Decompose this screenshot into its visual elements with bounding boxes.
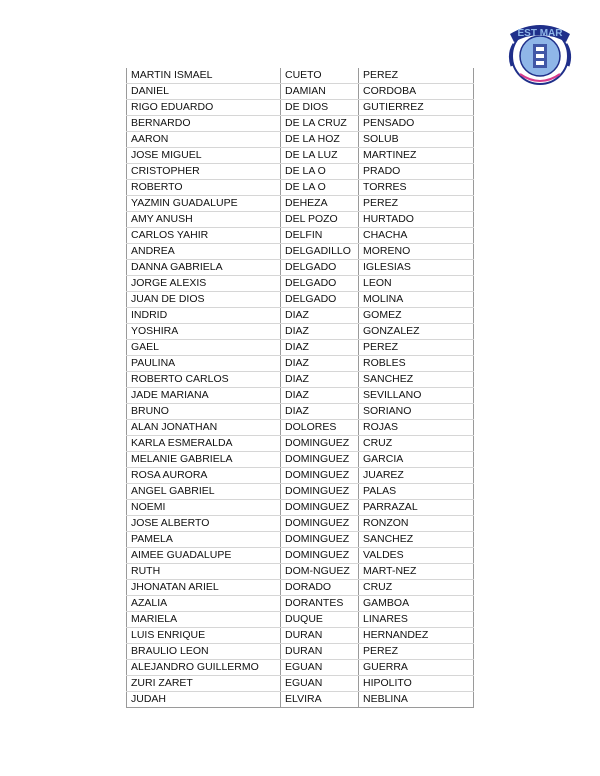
school-seal-icon: [500, 14, 580, 86]
maternal-surname-cell: SORIANO: [359, 404, 474, 420]
maternal-surname-cell: RONZON: [359, 516, 474, 532]
table-row: [127, 660, 474, 676]
first-name-cell: RIGO EDUARDO: [127, 100, 281, 116]
table-row: [127, 388, 474, 404]
paternal-surname-cell: DURAN: [281, 644, 359, 660]
paternal-surname-cell: DIAZ: [281, 340, 359, 356]
first-name-cell: AARON: [127, 132, 281, 148]
table-row: [127, 548, 474, 564]
maternal-surname-cell: VALDES: [359, 548, 474, 564]
table-row: [127, 164, 474, 180]
table-row: [127, 420, 474, 436]
paternal-surname-cell: DORADO: [281, 580, 359, 596]
first-name-cell: AIMEE GUADALUPE: [127, 548, 281, 564]
first-name-cell: JADE MARIANA: [127, 388, 281, 404]
table-row: [127, 628, 474, 644]
paternal-surname-cell: CUETO: [281, 68, 359, 84]
table-row: [127, 468, 474, 484]
paternal-surname-cell: DELGADILLO: [281, 244, 359, 260]
logo-wordmark: EST MAR: [517, 28, 563, 39]
school-logo: [500, 14, 580, 86]
table-row: [127, 196, 474, 212]
paternal-surname-cell: DOMINGUEZ: [281, 484, 359, 500]
maternal-surname-cell: MORENO: [359, 244, 474, 260]
paternal-surname-cell: DE LA HOZ: [281, 132, 359, 148]
maternal-surname-cell: PARRAZAL: [359, 500, 474, 516]
table-row: [127, 84, 474, 100]
first-name-cell: AMY ANUSH: [127, 212, 281, 228]
paternal-surname-cell: DELGADO: [281, 260, 359, 276]
first-name-cell: JHONATAN ARIEL: [127, 580, 281, 596]
maternal-surname-cell: PEREZ: [359, 68, 474, 84]
maternal-surname-cell: CRUZ: [359, 436, 474, 452]
table-row: [127, 212, 474, 228]
table-row: [127, 436, 474, 452]
maternal-surname-cell: GUERRA: [359, 660, 474, 676]
table-row: [127, 612, 474, 628]
first-name-cell: BRAULIO LEON: [127, 644, 281, 660]
maternal-surname-cell: MOLINA: [359, 292, 474, 308]
maternal-surname-cell: CORDOBA: [359, 84, 474, 100]
first-name-cell: ALAN JONATHAN: [127, 420, 281, 436]
first-name-cell: BERNARDO: [127, 116, 281, 132]
maternal-surname-cell: GONZALEZ: [359, 324, 474, 340]
table-row: [127, 644, 474, 660]
paternal-surname-cell: DELFIN: [281, 228, 359, 244]
first-name-cell: CRISTOPHER: [127, 164, 281, 180]
first-name-cell: AZALIA: [127, 596, 281, 612]
table-row: [127, 308, 474, 324]
maternal-surname-cell: MARTINEZ: [359, 148, 474, 164]
paternal-surname-cell: DIAZ: [281, 388, 359, 404]
first-name-cell: JUDAH: [127, 692, 281, 708]
table-row: [127, 116, 474, 132]
first-name-cell: RUTH: [127, 564, 281, 580]
paternal-surname-cell: DOMINGUEZ: [281, 468, 359, 484]
maternal-surname-cell: LEON: [359, 276, 474, 292]
first-name-cell: MARIELA: [127, 612, 281, 628]
paternal-surname-cell: DE LA CRUZ: [281, 116, 359, 132]
paternal-surname-cell: DEHEZA: [281, 196, 359, 212]
first-name-cell: YOSHIRA: [127, 324, 281, 340]
table-row: [127, 324, 474, 340]
table-row: [127, 100, 474, 116]
paternal-surname-cell: DELGADO: [281, 292, 359, 308]
paternal-surname-cell: DOMINGUEZ: [281, 516, 359, 532]
table-row: [127, 340, 474, 356]
student-roster-table: [126, 68, 474, 708]
first-name-cell: ROSA AURORA: [127, 468, 281, 484]
first-name-cell: MELANIE GABRIELA: [127, 452, 281, 468]
first-name-cell: LUIS ENRIQUE: [127, 628, 281, 644]
first-name-cell: ROBERTO: [127, 180, 281, 196]
paternal-surname-cell: DEL POZO: [281, 212, 359, 228]
table-row: [127, 148, 474, 164]
table-row: [127, 580, 474, 596]
maternal-surname-cell: PALAS: [359, 484, 474, 500]
first-name-cell: CARLOS YAHIR: [127, 228, 281, 244]
first-name-cell: JOSE MIGUEL: [127, 148, 281, 164]
first-name-cell: ALEJANDRO GUILLERMO: [127, 660, 281, 676]
first-name-cell: BRUNO: [127, 404, 281, 420]
maternal-surname-cell: GAMBOA: [359, 596, 474, 612]
maternal-surname-cell: ROJAS: [359, 420, 474, 436]
paternal-surname-cell: DUQUE: [281, 612, 359, 628]
first-name-cell: JOSE ALBERTO: [127, 516, 281, 532]
paternal-surname-cell: EGUAN: [281, 676, 359, 692]
table-row: [127, 260, 474, 276]
table-row: [127, 228, 474, 244]
first-name-cell: JORGE ALEXIS: [127, 276, 281, 292]
maternal-surname-cell: HURTADO: [359, 212, 474, 228]
table-row: [127, 692, 474, 708]
table-row: [127, 356, 474, 372]
maternal-surname-cell: SEVILLANO: [359, 388, 474, 404]
maternal-surname-cell: JUAREZ: [359, 468, 474, 484]
table-row: [127, 676, 474, 692]
paternal-surname-cell: DORANTES: [281, 596, 359, 612]
maternal-surname-cell: HIPOLITO: [359, 676, 474, 692]
maternal-surname-cell: ROBLES: [359, 356, 474, 372]
first-name-cell: KARLA ESMERALDA: [127, 436, 281, 452]
paternal-surname-cell: ELVIRA: [281, 692, 359, 708]
table-row: [127, 244, 474, 260]
first-name-cell: JUAN DE DIOS: [127, 292, 281, 308]
maternal-surname-cell: HERNANDEZ: [359, 628, 474, 644]
paternal-surname-cell: DOMINGUEZ: [281, 436, 359, 452]
paternal-surname-cell: EGUAN: [281, 660, 359, 676]
first-name-cell: DANNA GABRIELA: [127, 260, 281, 276]
maternal-surname-cell: MART-NEZ: [359, 564, 474, 580]
paternal-surname-cell: DAMIAN: [281, 84, 359, 100]
first-name-cell: YAZMIN GUADALUPE: [127, 196, 281, 212]
table-row: [127, 596, 474, 612]
table-row: [127, 532, 474, 548]
maternal-surname-cell: IGLESIAS: [359, 260, 474, 276]
first-name-cell: NOEMI: [127, 500, 281, 516]
maternal-surname-cell: PRADO: [359, 164, 474, 180]
first-name-cell: ANDREA: [127, 244, 281, 260]
table-row: [127, 372, 474, 388]
maternal-surname-cell: TORRES: [359, 180, 474, 196]
paternal-surname-cell: DE LA O: [281, 180, 359, 196]
paternal-surname-cell: DE DIOS: [281, 100, 359, 116]
first-name-cell: ZURI ZARET: [127, 676, 281, 692]
table-row: [127, 500, 474, 516]
first-name-cell: PAMELA: [127, 532, 281, 548]
maternal-surname-cell: PEREZ: [359, 196, 474, 212]
paternal-surname-cell: DIAZ: [281, 404, 359, 420]
first-name-cell: DANIEL: [127, 84, 281, 100]
roster-body: [127, 68, 474, 708]
table-row: [127, 564, 474, 580]
paternal-surname-cell: DIAZ: [281, 356, 359, 372]
table-row: [127, 404, 474, 420]
maternal-surname-cell: CRUZ: [359, 580, 474, 596]
paternal-surname-cell: DOM-NGUEZ: [281, 564, 359, 580]
paternal-surname-cell: DIAZ: [281, 324, 359, 340]
table-row: [127, 516, 474, 532]
table-row: [127, 276, 474, 292]
maternal-surname-cell: SANCHEZ: [359, 532, 474, 548]
table-row: [127, 452, 474, 468]
maternal-surname-cell: CHACHA: [359, 228, 474, 244]
first-name-cell: ROBERTO CARLOS: [127, 372, 281, 388]
paternal-surname-cell: DE LA LUZ: [281, 148, 359, 164]
maternal-surname-cell: GOMEZ: [359, 308, 474, 324]
table-row: [127, 292, 474, 308]
paternal-surname-cell: DIAZ: [281, 308, 359, 324]
first-name-cell: ANGEL GABRIEL: [127, 484, 281, 500]
table-row: [127, 68, 474, 84]
paternal-surname-cell: DELGADO: [281, 276, 359, 292]
maternal-surname-cell: PEREZ: [359, 340, 474, 356]
maternal-surname-cell: SANCHEZ: [359, 372, 474, 388]
maternal-surname-cell: PENSADO: [359, 116, 474, 132]
table-row: [127, 484, 474, 500]
first-name-cell: PAULINA: [127, 356, 281, 372]
table-row: [127, 180, 474, 196]
maternal-surname-cell: SOLUB: [359, 132, 474, 148]
first-name-cell: MARTIN ISMAEL: [127, 68, 281, 84]
maternal-surname-cell: GARCIA: [359, 452, 474, 468]
first-name-cell: INDRID: [127, 308, 281, 324]
first-name-cell: GAEL: [127, 340, 281, 356]
paternal-surname-cell: DOMINGUEZ: [281, 532, 359, 548]
maternal-surname-cell: GUTIERREZ: [359, 100, 474, 116]
paternal-surname-cell: DOLORES: [281, 420, 359, 436]
table-row: [127, 132, 474, 148]
maternal-surname-cell: LINARES: [359, 612, 474, 628]
paternal-surname-cell: DOMINGUEZ: [281, 548, 359, 564]
maternal-surname-cell: PEREZ: [359, 644, 474, 660]
paternal-surname-cell: DE LA O: [281, 164, 359, 180]
maternal-surname-cell: NEBLINA: [359, 692, 474, 708]
paternal-surname-cell: DOMINGUEZ: [281, 500, 359, 516]
paternal-surname-cell: DIAZ: [281, 372, 359, 388]
paternal-surname-cell: DURAN: [281, 628, 359, 644]
paternal-surname-cell: DOMINGUEZ: [281, 452, 359, 468]
